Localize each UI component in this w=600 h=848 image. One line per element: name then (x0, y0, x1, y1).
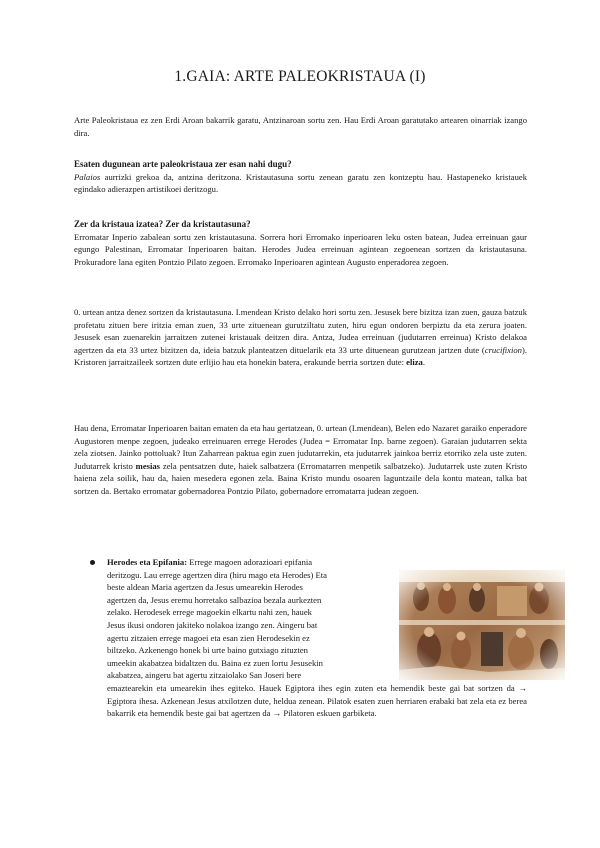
text-line: Errege magoen adorazioari epifania (189, 557, 313, 567)
bold-term: mesias (135, 460, 161, 471)
text-line: umeekin akabatzea bidaltzen du. Baina ez zuen lortu Jesusekin (107, 657, 323, 668)
text-line: beste aldean Maria agertzen da Jesus umearekin Herodes (107, 582, 303, 593)
paragraph: Erromatar Inperio zabalean sortu zen kristautasuna. Sorrera hori Erromako inperioaren leku osten batean, Judea erreinuan gaur egungo Palestinan, Erromatar Inperioaren baitan. Herodes Judea erreinuan agintean zegoenean sortzen da kristautasuna. Prokuradore lana egiten Pontzio Pilato zegoen. Erromako Inperioaren agintean Augusto enperadorea zegoen. (74, 231, 527, 267)
paragraph (74, 422, 527, 498)
fresco-painting-graphic (399, 570, 565, 680)
italic-term: Palaios (74, 171, 101, 182)
text-span: aurrizki grekoa da, antzina deritzona. Kristautasuna sortu zenean garatu zen kontzeptu hau. Hastapeneko kristauek egindako adierazpen artistikoei deritzogu. (74, 171, 527, 195)
section-text (74, 171, 527, 196)
bullet-heading: Herodes eta Epifania: (107, 557, 188, 567)
text-span: 0. urtean antza denez sortzen da kristautasuna. I.mendean Kristo delako hori sortu zen. Jesusek bere bizitza izan zuen, gauza batzuk profetatu zituen bere iritzia eman zuen, 33 urte zituenean gurutziltatu zuten, hiru egun ondoren berpiztu da eta zerura joaten. Jesusek esan zuenarekin jarraitzen zutenei kristauak deitzen dira. Antza, Judea erreinuan (judutarren erreinua) Kristo delakoa agertzen da eta 33 urtez bizitzen da, ideia batzuk planteatzen dituelarik eta 33 urte dituenean gurutzean jartzen dute ( (74, 307, 527, 355)
bold-term: eliza (406, 357, 423, 368)
fresco-image (399, 570, 565, 680)
bullet-dot-icon (90, 560, 95, 565)
text-line: zelako. Herodesek errege magoekin elkartu nahi zen, hauek (107, 607, 312, 618)
text-line: Jesus ikusi ondoren jakiteko nolakoa izango zen. Aingeru bat (107, 619, 318, 630)
text-line: biltzeko. Azkenengo honek bi urte baino gutxiago zituzten (107, 645, 308, 656)
page-title: 1.GAIA: ARTE PALEOKRISTAUA (I) (174, 68, 426, 85)
text-line: deritzogu. Lau errege agertzen dira (hiru mago eta Herodes) Eta (107, 569, 327, 580)
text-line: agertzen da, Jesus eremu horretako salbazioa bezala aurkezten (107, 594, 322, 605)
intro-paragraph (74, 114, 527, 139)
intro-text: Arte Paleokristaua ez zen Erdi Aroan bakarrik garatu, Antzinaroan sortu zen. Hau Erdi Aroan garatutako artearen oinarriak izango dira. (74, 115, 527, 138)
paragraph (74, 306, 527, 369)
section-paleokristaua (74, 158, 527, 196)
text-span: zela pentsatzen dute, haiek salbatzera (Erromatarren menpetik salbatzeko). Judutarrek uste zuten Kristo haiena zela soilik, hau da, haien mesedera egonen zela. Baina Kristo mundu osoaren laguntzaile dela kontu matean, talka bat sortzen da. Bertako erromatar gobernadorea Pontzio Pilato, gobernadore erromatarra judean zegoen. (74, 460, 527, 496)
italic-term: crucifixion (484, 344, 522, 355)
text-span: . (422, 357, 426, 368)
text-span: ). Kristoren jarraitzaileek sortzen dute erlijio hau eta honekin batera, erakunde berria sortzen dute: (74, 344, 527, 368)
text-span: Hau dena, Erromatar Inperioaren baitan ematen da eta hau gertatzean, 0. urtean (I.mendean), Belen edo Nazaret garaiko enperadore Augustoren menpe zegoen, judeako erreinuaren errege Herodes (Judea = Erromatar Inp. barne zegoen). Garaian judutarren sekta zela ziotsen. Jainko pottoluak? Itun Zaharrean paktua egin zuen judutarrekin, eta judutarrek jainkoa berriz etorriko zela uste zuten. Judutarrek kristo (74, 423, 527, 471)
bullet-wrapped-text (107, 556, 397, 682)
section-heading: Esaten dugunean arte paleokristaua zer esan nahi dugu? (74, 159, 292, 169)
section-heading: Zer da kristaua izatea? Zer da kristautasuna? (74, 219, 251, 229)
section-kristautasuna (74, 218, 527, 268)
text-line: agertu zitzaien errege magoei eta esan zien Herodesekin ez (107, 632, 310, 643)
paragraph-block (74, 422, 527, 498)
paragraph-block (74, 306, 527, 369)
text-line: akabatzea, aingeru bat agertu zitzaiolako San Joseri bere (107, 670, 302, 681)
bullet-tail: emaztearekin eta umearekin ihes egiteko. Hauek Egiptora ihes egin zuten eta hemendik beste gai bat sortzen da → Egiptora ihesa. Azkenean Jesus atxilotzen dute, heldua zenean. Pilatok esaten zuen herriaren erabaki bat zela eta ez berea bakarrik eta hemendik beste gai bat agertzen da → Pilatoren eskuen garbiketa. (107, 682, 527, 719)
